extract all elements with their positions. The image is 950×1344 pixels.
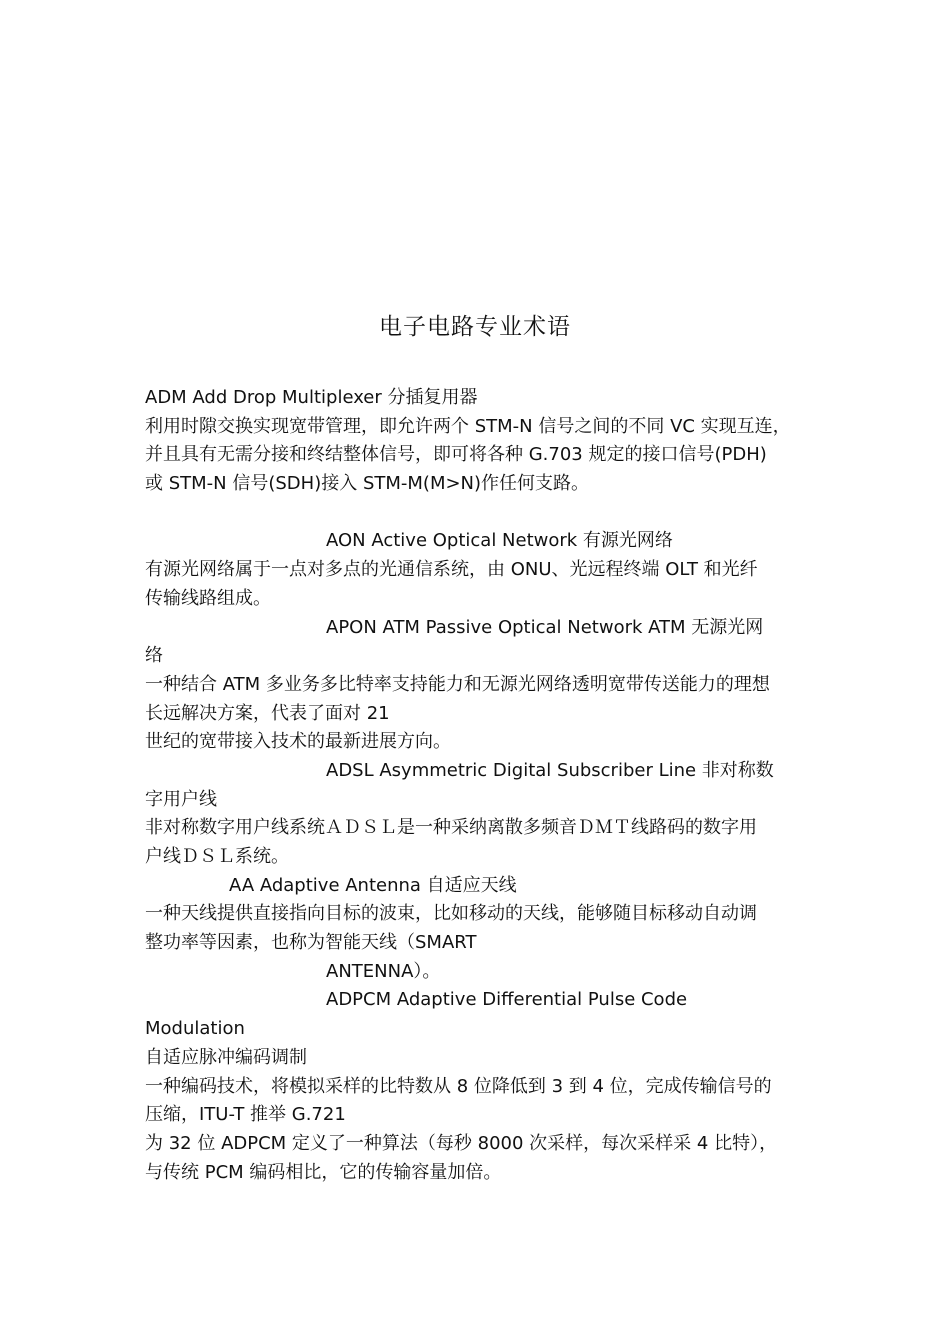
body-line: Modulation [145, 1018, 245, 1040]
body-line: 传输线路组成。 [145, 587, 271, 609]
body-line: 或 STM-N 信号(SDH)接入 STM-M(M>N)作任何支路。 [145, 473, 590, 495]
term-apon-heading: APON ATM Passive Optical Network ATM 无源光网 [326, 616, 764, 638]
body-line: 字用户线 [145, 788, 217, 810]
term-adm-heading: ADM Add Drop Multiplexer 分插复用器 [145, 387, 478, 408]
body-line: 络 [145, 645, 163, 667]
body-line: 一种天线提供直接指向目标的波束，比如移动的天线，能够随目标移动自动调 [145, 903, 757, 925]
body-line: 非对称数字用户线系统ＡＤＳＬ是一种采纳离散多频音ＤＭＴ线路码的数字用 [145, 817, 757, 839]
body-line: 整功率等因素，也称为智能天线（SMART [145, 932, 477, 954]
body-line: 世纪的宽带接入技术的最新进展方向。 [145, 731, 451, 753]
term-adpcm-heading: ADPCM Adaptive Differential Pulse Code [326, 989, 688, 1011]
body-line: 利用时隙交换实现宽带管理，即允许两个 STM-N 信号之间的不同 VC 实现互连， [145, 415, 791, 437]
document-body [145, 384, 825, 1187]
body-line: 长远解决方案，代表了面对 21 [145, 702, 390, 724]
term-aa-heading: AA Adaptive Antenna 自适应天线 [229, 874, 517, 896]
term-aon-heading: AON Active Optical Network 有源光网络 [326, 530, 673, 552]
body-line: 有源光网络属于一点对多点的光通信系统，由 ONU、光远程终端 OLT 和光纤 [145, 559, 758, 581]
body-line: ANTENNA）。 [326, 960, 441, 982]
body-line: 压缩，ITU-T 推举 G.721 [145, 1104, 346, 1126]
body-line: 一种编码技术，将模拟采样的比特数从 8 位降低到 3 到 4 位，完成传输信号的 [145, 1075, 772, 1097]
body-line: 一种结合 ATM 多业务多比特率支持能力和无源光网络透明宽带传送能力的理想 [145, 673, 770, 695]
body-line: 并且具有无需分接和终结整体信号，即可将各种 G.703 规定的接口信号(PDH) [145, 444, 767, 466]
body-line: 自适应脉冲编码调制 [145, 1046, 307, 1068]
body-line: 与传统 PCM 编码相比，它的传输容量加倍。 [145, 1161, 502, 1183]
blank-line [145, 499, 825, 528]
body-line: 户线ＤＳＬ系统。 [145, 846, 289, 867]
term-adsl-heading: ADSL Asymmetric Digital Subscriber Line 非对称数 [326, 759, 774, 781]
body-line: 为 32 位 ADPCM 定义了一种算法（每秒 8000 次采样，每次采样采 4 比特）， [145, 1132, 778, 1154]
document-title: 电子电路专业术语 [379, 314, 571, 340]
